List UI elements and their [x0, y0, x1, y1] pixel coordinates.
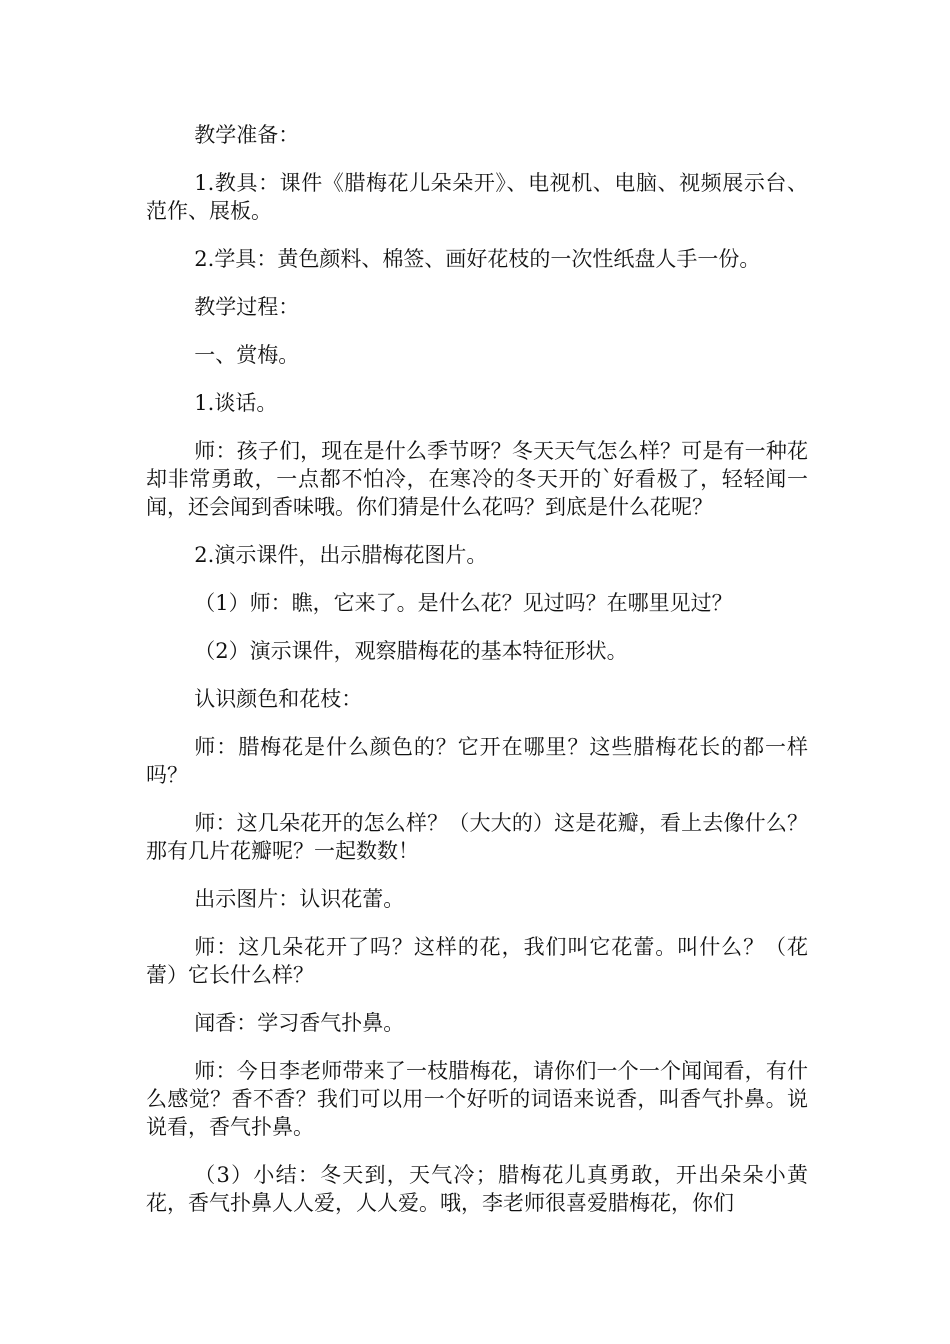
paragraph-smell-heading: 闻香：学习香气扑鼻。 [194, 1011, 405, 1035]
paragraph-bud-heading: 出示图片：认识花蕾。 [194, 887, 405, 911]
paragraph-summary: （3）小结：冬天到，天气冷；腊梅花儿真勇敢，开出朵朵小黄花，香气扑鼻人人爱，人人爱。哦，李老师很喜爱腊梅花，你们 [146, 1163, 808, 1215]
paragraph-step-1: （1）师：瞧，它来了。是什么花？见过吗？在哪里见过？ [194, 591, 733, 615]
paragraph-teacher-smell: 师：今日李老师带来了一枝腊梅花，请你们一个一个闻闻看，有什么感觉？香不香？我们可以用一个好听的词语来说香，叫香气扑鼻。说说看，香气扑鼻。 [146, 1059, 808, 1139]
paragraph-student-materials: 2.学具：黄色颜料、棉签、画好花枝的一次性纸盘人手一份。 [194, 247, 761, 271]
paragraph-step-2: （2）演示课件，观察腊梅花的基本特征形状。 [194, 639, 628, 663]
paragraph-process-heading: 教学过程： [194, 295, 300, 319]
paragraph-teaching-aids: 1.教具：课件《腊梅花儿朵朵开》、电视机、电脑、视频展示台、范作、展板。 [146, 171, 808, 223]
paragraph-teacher-bud: 师：这几朵花开了吗？这样的花，我们叫它花蕾。叫什么？（花蕾）它长什么样？ [146, 935, 808, 987]
paragraph-preparation-heading: 教学准备： [194, 123, 300, 147]
paragraph-teacher-color: 师：腊梅花是什么颜色的？它开在哪里？这些腊梅花长的都一样吗？ [146, 735, 808, 787]
paragraph-section-one: 一、赏梅。 [194, 343, 300, 367]
paragraph-demo-courseware: 2.演示课件，出示腊梅花图片。 [194, 543, 488, 567]
document-body [146, 121, 808, 1237]
paragraph-teacher-intro: 师：孩子们，现在是什么季节呀？冬天天气怎么样？可是有一种花却非常勇敢，一点都不怕冷，在寒冷的冬天开的`好看极了，轻轻闻一闻，还会闻到香味哦。你们猜是什么花吗？到底是什么花呢？ [146, 439, 808, 519]
paragraph-talk: 1.谈话。 [194, 391, 278, 415]
paragraph-color-branch-heading: 认识颜色和花枝： [194, 687, 363, 711]
paragraph-teacher-petals: 师：这几朵花开的怎么样？（大大的）这是花瓣，看上去像什么？那有几片花瓣呢？一起数数！ [146, 811, 808, 863]
